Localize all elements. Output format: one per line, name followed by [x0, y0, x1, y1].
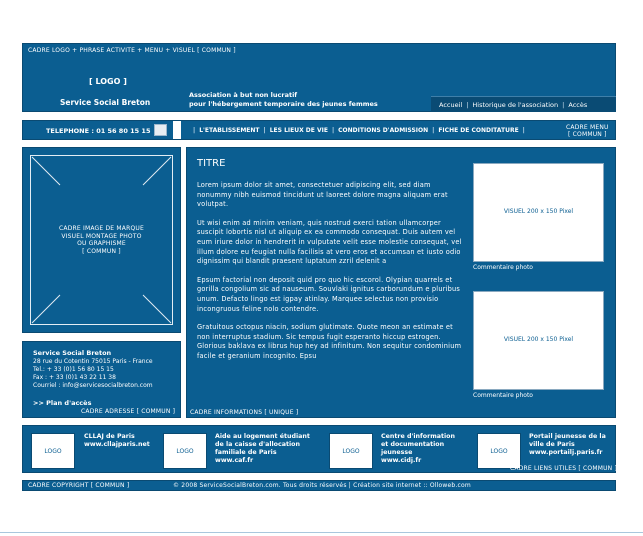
- nav-item-lieux-de-vie[interactable]: LES LIEUX DE VIE: [269, 127, 328, 134]
- visual-1-label: VISUEL 200 x 150 Pixel: [503, 208, 574, 215]
- separator: |: [466, 101, 469, 109]
- useful-link-1-line-1: CLLAJ de Paris: [84, 433, 135, 440]
- paragraph-2: Ut wisi enim ad minim veniam, quis nostrud exerci tation ullamcorper suscipit lobortis nisl ut aliquip ex ea commodo consequat. Duis autem vel eum iriure dolor in hendrerit in vulputate velit esse molestie consequat, vel illum dolore eu feugiat nulla facilisis at vero eros et accumsan et iusto odio dignissim qui blandit praesent luptatum zzril delenit a: [197, 218, 462, 266]
- useful-link-1[interactable]: [31, 432, 161, 468]
- brand-image-frame: [22, 147, 181, 333]
- address-frame-label: CADRE ADRESSE [ COMMUN ]: [81, 408, 176, 415]
- top-links-bar: [431, 96, 616, 112]
- useful-link-4-line-1: Portail jeunesse de la: [529, 433, 606, 440]
- address-email[interactable]: Courriel : info@servicesocialbreton.com: [33, 382, 153, 389]
- useful-link-4-line-2: ville de Paris: [529, 441, 575, 448]
- org-name: Service Social Breton: [60, 98, 151, 107]
- useful-link-2-text: [215, 433, 310, 465]
- header-frame: [22, 43, 616, 112]
- phone-icon[interactable]: [154, 124, 167, 136]
- useful-link-4-logo[interactable]: LOGO: [477, 433, 521, 469]
- nav-item-etablissement[interactable]: L'ETABLISSEMENT: [199, 127, 260, 134]
- menu-bar: [22, 120, 616, 140]
- content-text: [197, 181, 463, 362]
- address-name: Service Social Breton: [33, 349, 112, 357]
- address-frame: [22, 341, 181, 418]
- nav-item-fiche[interactable]: FICHE DE CONDITATURE: [438, 127, 519, 134]
- useful-link-3-line-2: et documentation: [381, 441, 445, 448]
- address-street: 28 rue du Cotentin 75015 Paris - France: [33, 358, 153, 365]
- copyright-text: © 2008 ServiceSocialBreton.com. Tous droits réservés | Création site internet :: Olloweb.com: [173, 482, 471, 489]
- brand-image-line-4: [ COMMUN ]: [82, 247, 121, 255]
- brand-image-line-2: VISUEL MONTAGE PHOTO: [61, 232, 142, 240]
- useful-link-2-line-1: Aide au logement étudiant: [215, 433, 310, 440]
- useful-link-3-line-1: Centre d'information: [381, 433, 455, 440]
- logo[interactable]: [ LOGO ]: [89, 77, 127, 86]
- paragraph-3: Epsum factorial non deposit quid pro quo hic escorol. Olypian quarrels et gorilla congolium sic ad nauseum. Souvlaki ignitus carborundum e pluribus unum. Defacto lingo est igpay atinlay. Marquee selectus non provisio incongruous feline nolo contendre.: [197, 275, 461, 313]
- useful-link-4[interactable]: [477, 432, 615, 468]
- useful-link-3[interactable]: [329, 432, 469, 468]
- footer-frame-label: CADRE COPYRIGHT [ COMMUN ]: [28, 482, 130, 489]
- visual-2-label: VISUEL 200 x 150 Pixel: [503, 336, 574, 343]
- separator: |: [193, 127, 196, 134]
- separator: |: [522, 127, 525, 134]
- useful-link-2-logo[interactable]: LOGO: [163, 433, 207, 469]
- useful-link-2-line-4[interactable]: www.caf.fr: [215, 457, 254, 464]
- useful-link-4-text: [529, 433, 606, 457]
- useful-link-3-line-3: jeunesse: [381, 449, 413, 456]
- main-nav: [189, 127, 529, 134]
- top-link-accueil[interactable]: Accueil: [439, 101, 463, 109]
- visual-2: [473, 291, 604, 390]
- visual-2-caption: Commentaire photo: [473, 392, 533, 399]
- address-tel: Tel.: + 33 (0)1 56 80 15 15: [33, 366, 114, 373]
- tagline-line-1: Association à but non lucratif: [189, 91, 298, 99]
- brand-image-line-1: CADRE IMAGE DE MARQUE: [59, 225, 144, 232]
- useful-links-frame: [22, 425, 616, 473]
- menu-divider: [173, 121, 181, 139]
- separator: |: [263, 127, 266, 134]
- plan-access-link[interactable]: >> Plan d'accès: [33, 399, 92, 407]
- separator: |: [331, 127, 335, 134]
- main-content-frame: [186, 147, 616, 418]
- useful-link-1-text: [84, 433, 150, 449]
- tagline-line-2: pour l'hébergement temporaire des jeunes femmes: [189, 100, 378, 108]
- main-frame-label: CADRE INFORMATIONS [ UNIQUE ]: [190, 409, 299, 416]
- menu-frame-label-2: [ COMMUN ]: [567, 131, 607, 138]
- paragraph-4: Gratuitous octopus niacin, sodium glutimate. Quote meon an estimate et non interruptus stadium. Sic tempus fugit esperanto hiccup estrogen. Glorious baklava ex librus hup hey ad infinitum. Non sequitur condominium facile et geranium incognito. Epsu: [197, 323, 462, 360]
- top-link-acces[interactable]: Accès: [568, 101, 588, 109]
- visual-1-caption: Commentaire photo: [473, 264, 533, 271]
- separator: |: [562, 101, 565, 109]
- useful-link-1-line-2[interactable]: www.cllajparis.net: [84, 441, 150, 448]
- top-link-historique[interactable]: Historique de l'association: [472, 101, 559, 109]
- footer-frame: [22, 480, 616, 491]
- useful-link-2-line-2: de la caisse d'allocation: [215, 441, 300, 448]
- brand-image-label: [23, 225, 180, 255]
- bottom-rule: [0, 532, 643, 533]
- address-fax: Fax : + 33 (0)1 43 22 11 38: [33, 374, 116, 381]
- useful-link-2-line-3: familiale de Paris: [215, 449, 277, 456]
- page-title: TITRE: [197, 158, 226, 169]
- menu-frame-label-1: CADRE MENU: [566, 124, 609, 131]
- header-frame-label: CADRE LOGO + PHRASE ACTIVITE + MENU + VISUEL [ COMMUN ]: [28, 47, 236, 54]
- useful-links-frame-label: CADRE LIENS UTILES [ COMMUN ]: [510, 465, 618, 472]
- useful-link-3-text: [381, 433, 455, 465]
- separator: |: [432, 127, 435, 134]
- useful-link-2[interactable]: [163, 432, 313, 468]
- paragraph-1: Lorem ipsum dolor sit amet, consectetuer adipiscing elit, sed diam nonummy nibh euismod tincidunt ut laoreet dolore magna aliquam erat volutpat.: [197, 181, 448, 209]
- useful-link-4-line-3[interactable]: www.portailj.paris.fr: [529, 449, 603, 456]
- brand-image-line-3: OU GRAPHISME: [77, 240, 126, 247]
- phone-number: TELEPHONE : 01 56 80 15 15: [46, 127, 151, 135]
- menu-frame-label: [566, 124, 609, 138]
- useful-link-1-logo[interactable]: LOGO: [31, 433, 75, 469]
- useful-link-3-line-4[interactable]: www.cidj.fr: [381, 457, 422, 464]
- useful-link-3-logo[interactable]: LOGO: [329, 433, 373, 469]
- visual-1: [473, 163, 604, 262]
- nav-item-conditions[interactable]: CONDITIONS D'ADMISSION: [338, 127, 429, 134]
